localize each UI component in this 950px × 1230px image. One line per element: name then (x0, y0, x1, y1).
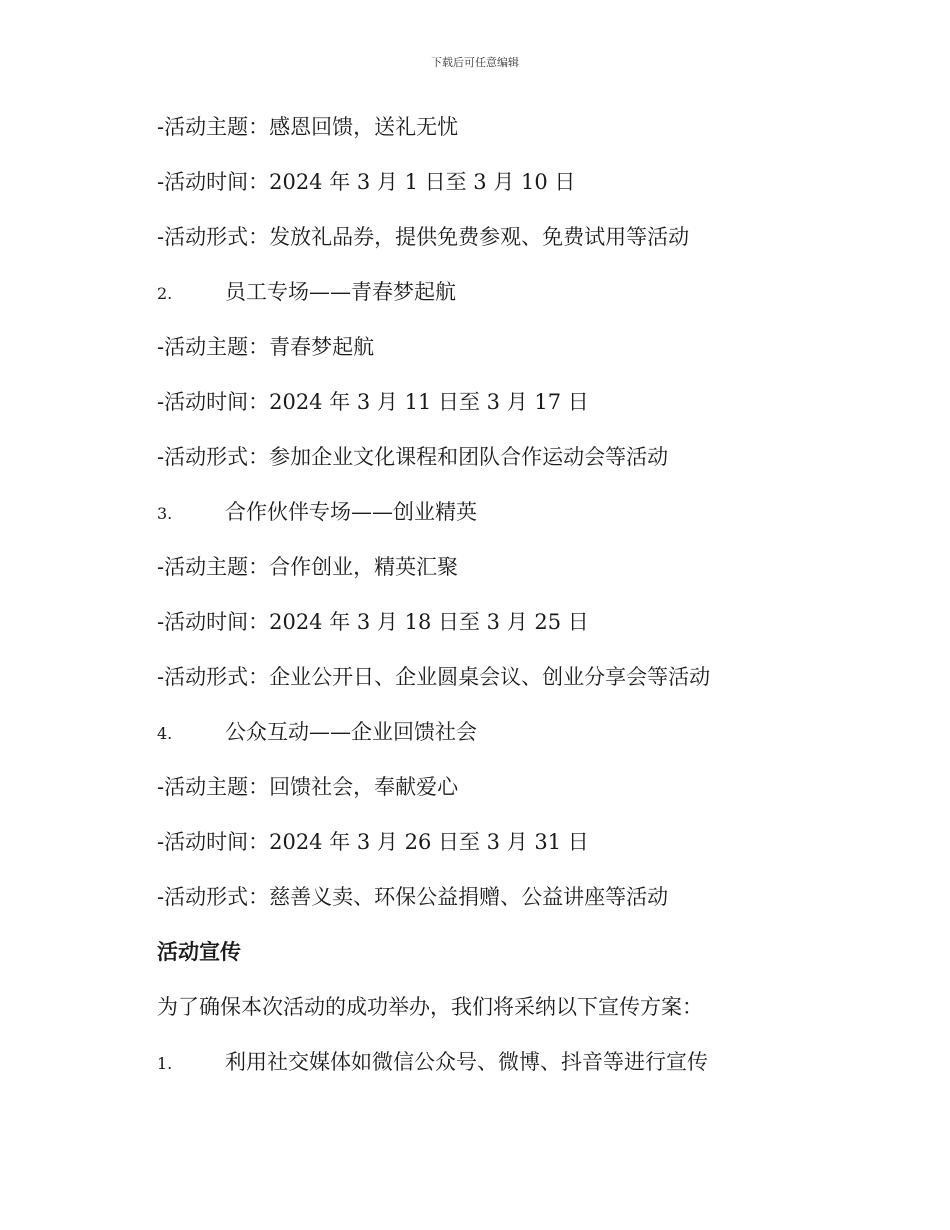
page-header: 下载后可任意编辑 (431, 56, 519, 69)
item-text: -活动时间：2024 年 3 月 11 日至 3 月 17 日 (157, 390, 589, 414)
list-item (157, 548, 877, 603)
numbered-item (157, 273, 877, 328)
item-text: -活动形式：发放礼品券，提供免费参观、免费试用等活动 (157, 225, 690, 249)
list-item (157, 823, 877, 878)
list-item (157, 658, 877, 713)
item-text: 利用社交媒体如微信公众号、微博、抖音等进行宣传 (225, 1050, 708, 1074)
list-item (157, 163, 877, 218)
list-item (157, 218, 877, 273)
item-text: 员工专场——青春梦起航 (225, 280, 456, 304)
item-number: 3. (157, 504, 173, 523)
item-text: 公众互动——企业回馈社会 (225, 720, 477, 744)
heading-text: 活动宣传 (157, 940, 241, 964)
list-item (157, 603, 877, 658)
item-text: -活动主题：感恩回馈，送礼无忧 (157, 115, 459, 139)
item-text: -活动时间：2024 年 3 月 18 日至 3 月 25 日 (157, 610, 589, 634)
item-number: 1. (157, 1054, 173, 1073)
item-number: 4. (157, 724, 173, 743)
list-item (157, 768, 877, 823)
item-text: -活动时间：2024 年 3 月 1 日至 3 月 10 日 (157, 170, 576, 194)
paragraph (157, 988, 877, 1043)
item-text: -活动主题：合作创业，精英汇聚 (157, 555, 459, 579)
item-text: -活动主题：回馈社会，奉献爱心 (157, 775, 459, 799)
item-text: -活动时间：2024 年 3 月 26 日至 3 月 31 日 (157, 830, 589, 854)
item-number: 2. (157, 284, 173, 303)
numbered-item (157, 1043, 877, 1098)
item-text: 合作伙伴专场——创业精英 (225, 500, 477, 524)
document-body (157, 108, 877, 1098)
section-heading (157, 933, 877, 988)
list-item (157, 108, 877, 163)
list-item (157, 438, 877, 493)
list-item (157, 328, 877, 383)
list-item (157, 878, 877, 933)
item-text: -活动形式：企业公开日、企业圆桌会议、创业分享会等活动 (157, 665, 711, 689)
paragraph-text: 为了确保本次活动的成功举办，我们将采纳以下宣传方案： (157, 995, 703, 1019)
item-text: -活动主题：青春梦起航 (157, 335, 375, 359)
item-text: -活动形式：参加企业文化课程和团队合作运动会等活动 (157, 445, 669, 469)
numbered-item (157, 713, 877, 768)
item-text: -活动形式：慈善义卖、环保公益捐赠、公益讲座等活动 (157, 885, 669, 909)
list-item (157, 383, 877, 438)
numbered-item (157, 493, 877, 548)
